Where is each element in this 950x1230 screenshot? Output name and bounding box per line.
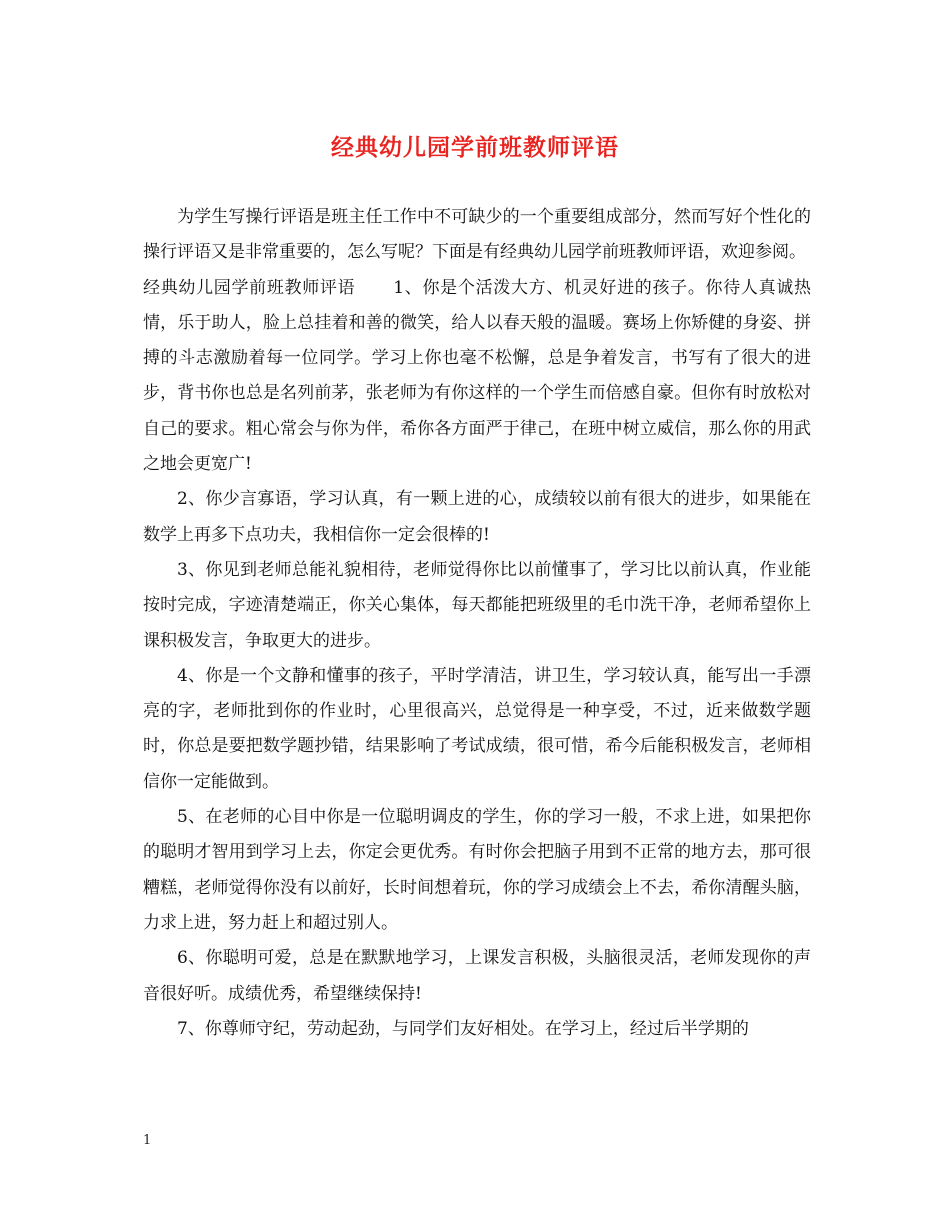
intro-paragraph: 为学生写操行评语是班主任工作中不可缺少的一个重要组成部分，然而写好个性化的操行评语又是非常重要的，怎么写呢？下面是有经典幼儿园学前班教师评语，欢迎参阅。 bbox=[143, 207, 811, 263]
comment-item-4: 4、你是一个文静和懂事的孩子，平时学清洁，讲卫生，学习较认真，能写出一手漂亮的字，老师批到你的作业时，心里很高兴，总觉得是一种享受，不过，近来做数学题时，你总是要把数学题抄错，结果影响了考试成绩，很可惜，希今后能积极发言，老师相信你一定能做到。 bbox=[143, 665, 811, 792]
comment-item-6: 6、你聪明可爱，总是在默默地学习，上课发言积极，头脑很灵活，老师发现你的声音很好听。成绩优秀，希望继续保持! bbox=[143, 948, 811, 1004]
comment-item-7: 7、你尊师守纪，劳动起劲，与同学们友好相处。在学习上，经过后半学期的 bbox=[177, 1018, 749, 1039]
document-body bbox=[143, 200, 811, 1047]
document-title: 经典幼儿园学前班教师评语 bbox=[331, 134, 619, 161]
comment-item-2: 2、你少言寡语，学习认真，有一颗上进的心，成绩较以前有很大的进步，如果能在数学上再多下点功夫，我相信你一定会很棒的! bbox=[143, 489, 811, 545]
comment-item-1: 1、你是个活泼大方、机灵好进的孩子。你待人真诚热情，乐于助人，脸上总挂着和善的微笑，给人以春天般的温暖。赛场上你矫健的身姿、拼搏的斗志激励着每一位同学。学习上你也毫不松懈，总是争着发言，书写有了很大的进步，背书你也总是名列前茅，张老师为有你这样的一个学生而倍感自豪。但你有时放松对自己的要求。粗心常会与你为伴，希你各方面严于律己，在班中树立威信，那么你的用武之地会更宽广! bbox=[143, 277, 811, 475]
page-number: 1 bbox=[143, 1133, 152, 1148]
comment-item-3: 3、你见到老师总能礼貌相待，老师觉得你比以前懂事了，学习比以前认真，作业能按时完成，字迹清楚端正，你关心集体，每天都能把班级里的毛巾洗干净，老师希望你上课积极发言，争取更大的进步。 bbox=[143, 559, 811, 651]
first-comment-paragraph bbox=[143, 271, 811, 483]
comment-item-5: 5、在老师的心目中你是一位聪明调皮的学生，你的学习一般，不求上进，如果把你的聪明才智用到学习上去，你定会更优秀。有时你会把脑子用到不正常的地方去，那可很糟糕，老师觉得你没有以前好，长时间想着玩，你的学习成绩会上不去，希你清醒头脑，力求上进，努力赶上和超过别人。 bbox=[143, 807, 811, 933]
section-heading: 经典幼儿园学前班教师评语 bbox=[143, 277, 356, 298]
